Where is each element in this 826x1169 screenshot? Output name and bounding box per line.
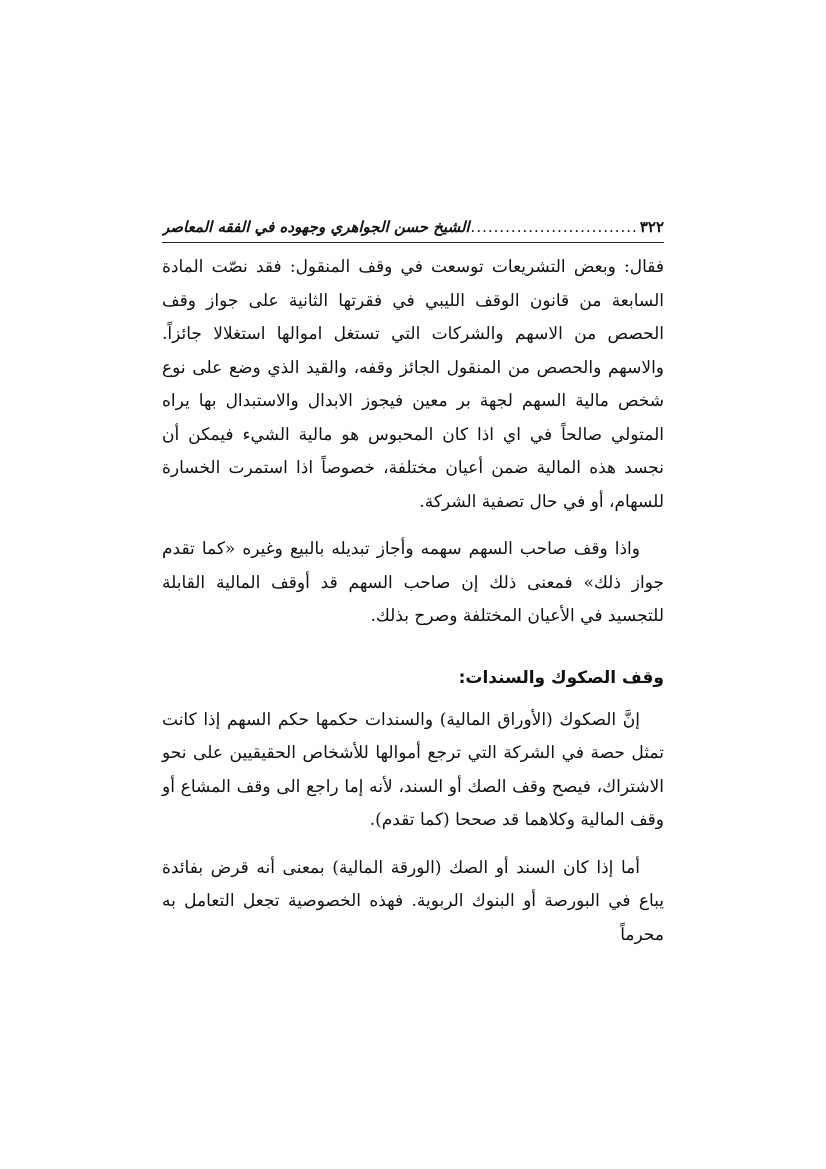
book-page [162,218,664,952]
section-heading: وقف الصكوك والسندات: [458,667,664,688]
running-header-title: الشيخ حسن الجواهري وجهوده في الفقه المعاصر [162,218,470,236]
section-paragraph-2: أما إذا كان السند أو الصك (الورقة المالية) بمعنى أنه قرض بفائدة يباع في البورصة أو البنوك الربوية. فهذه الخصوصية تجعل التعامل به محرماً [162,857,664,945]
header-dot-leader [470,218,638,236]
body-paragraph-2: واذا وقف صاحب السهم سهمه وأجاز تبديله بالبيع وغيره «كما تقدم جواز ذلك» فمعنى ذلك إن صاحب السهم قد أوقف المالية القابلة للتجسيد في الأعيان المختلفة وصرح بذلك. [162,539,664,626]
page-number: ٣٢٢ [639,218,664,236]
section-paragraph-1: إنَّ الصكوك (الأوراق المالية) والسندات حكمها حكم السهم إذا كانت تمثل حصة في الشركة التي ترجع أموالها للأشخاص الحقيقيين على نحو الاشتراك، فيصح وقف الصك أو السند، لأنه إما راجع الى وقف المشاع أو وقف المالية وكلاهما قد صححا (كما تقدم). [162,709,664,830]
running-header [162,218,664,243]
body-paragraph-1: فقال: وبعض التشريعات توسعت في وقف المنقول: فقد نصّت المادة السابعة من قانون الوقف الليبي في فقرتها الثانية على جواز وقف الحصص من الاسهم والشركات التي تستغل اموالها استغلالا جائزاً. والاسهم والحصص من المنقول الجائز وقفه، والقيد الذي وضع على نوع شخص مالية السهم لجهة بر معين فيجوز الابدال والاستبدال بها يراه المتولي صالحاً في اي اذا كان المحبوس هو مالية الشيء فيمكن أن نجسد هذه المالية ضمن أعيان مختلفة، خصوصاً اذا استمرت الخسارة للسهام، أو في حال تصفية الشركة. [162,257,664,512]
